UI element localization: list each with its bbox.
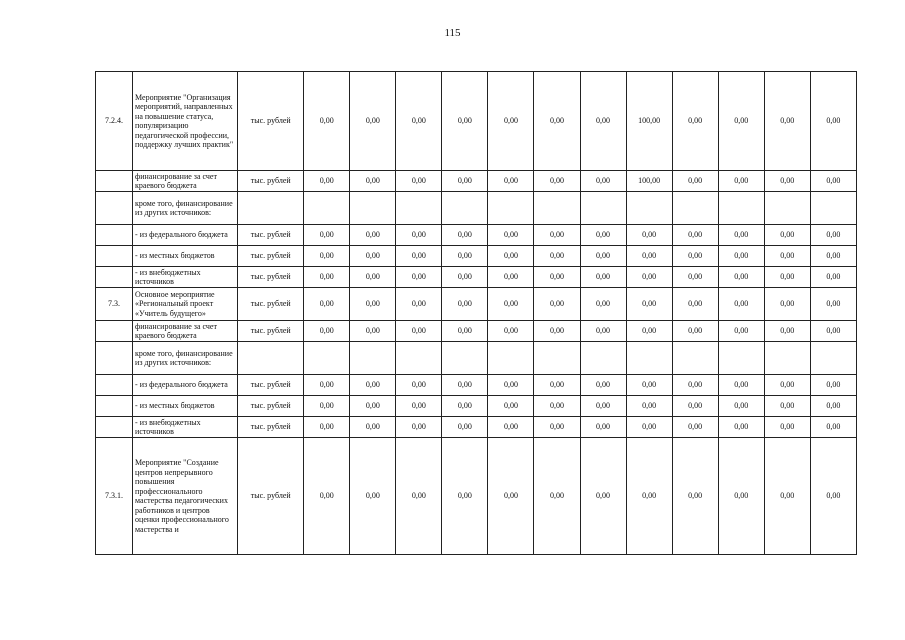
table-row	[96, 225, 857, 246]
row-value-cell: 0,00	[534, 171, 580, 192]
row-value-cell: 0,00	[396, 396, 442, 417]
row-unit-cell: тыс. рублей	[238, 375, 304, 396]
row-code-cell	[96, 225, 133, 246]
row-value-cell: 0,00	[304, 438, 350, 555]
row-value-cell: 0,00	[626, 438, 672, 555]
row-value-cell: 0,00	[672, 321, 718, 342]
row-value-cell	[488, 342, 534, 375]
row-value-cell	[396, 342, 442, 375]
table-row	[96, 438, 857, 555]
row-value-cell: 0,00	[442, 288, 488, 321]
row-value-cell: 0,00	[534, 375, 580, 396]
row-value-cell	[764, 342, 810, 375]
row-code-cell	[96, 192, 133, 225]
row-code-cell	[96, 321, 133, 342]
row-value-cell: 0,00	[764, 417, 810, 438]
row-code-cell: 7.3.1.	[96, 438, 133, 555]
row-value-cell: 0,00	[350, 171, 396, 192]
row-value-cell	[718, 192, 764, 225]
row-value-cell: 0,00	[718, 438, 764, 555]
row-value-cell: 0,00	[718, 171, 764, 192]
row-value-cell: 0,00	[396, 171, 442, 192]
row-unit-cell: тыс. рублей	[238, 225, 304, 246]
row-value-cell: 0,00	[580, 246, 626, 267]
row-value-cell: 0,00	[350, 375, 396, 396]
row-code-cell	[96, 342, 133, 375]
row-name-cell: - из местных бюджетов	[133, 396, 238, 417]
row-name-cell: - из внебюджетных источников	[133, 267, 238, 288]
row-value-cell	[442, 342, 488, 375]
row-value-cell: 0,00	[764, 375, 810, 396]
row-value-cell: 0,00	[810, 288, 856, 321]
row-value-cell: 0,00	[304, 225, 350, 246]
row-value-cell: 0,00	[810, 225, 856, 246]
row-value-cell	[304, 342, 350, 375]
row-value-cell: 0,00	[810, 417, 856, 438]
row-value-cell: 0,00	[764, 225, 810, 246]
row-value-cell: 0,00	[810, 171, 856, 192]
row-value-cell	[672, 192, 718, 225]
row-value-cell: 0,00	[488, 438, 534, 555]
row-value-cell	[672, 342, 718, 375]
row-value-cell: 0,00	[580, 417, 626, 438]
row-value-cell: 0,00	[580, 438, 626, 555]
row-value-cell: 0,00	[442, 171, 488, 192]
row-value-cell: 0,00	[534, 246, 580, 267]
row-value-cell: 0,00	[718, 375, 764, 396]
row-unit-cell: тыс. рублей	[238, 438, 304, 555]
row-value-cell: 0,00	[304, 321, 350, 342]
row-value-cell: 0,00	[350, 396, 396, 417]
row-value-cell: 0,00	[672, 375, 718, 396]
row-value-cell	[626, 342, 672, 375]
row-value-cell	[304, 192, 350, 225]
row-value-cell: 0,00	[626, 396, 672, 417]
row-value-cell: 0,00	[534, 225, 580, 246]
row-value-cell: 0,00	[304, 417, 350, 438]
row-value-cell: 0,00	[672, 171, 718, 192]
row-value-cell: 0,00	[718, 246, 764, 267]
row-value-cell: 0,00	[396, 288, 442, 321]
row-value-cell: 0,00	[764, 288, 810, 321]
row-value-cell: 0,00	[672, 396, 718, 417]
row-value-cell: 0,00	[810, 375, 856, 396]
row-code-cell	[96, 417, 133, 438]
row-value-cell: 0,00	[350, 288, 396, 321]
row-value-cell: 0,00	[534, 417, 580, 438]
row-value-cell: 0,00	[810, 267, 856, 288]
row-value-cell	[350, 192, 396, 225]
page-number: 115	[444, 27, 461, 39]
row-value-cell: 0,00	[442, 375, 488, 396]
row-value-cell: 0,00	[350, 321, 396, 342]
row-value-cell: 0,00	[534, 267, 580, 288]
row-value-cell: 0,00	[764, 171, 810, 192]
row-name-cell: - из внебюджетных источников	[133, 417, 238, 438]
row-value-cell: 0,00	[396, 225, 442, 246]
row-value-cell: 0,00	[534, 288, 580, 321]
row-value-cell: 0,00	[718, 225, 764, 246]
row-name-cell: кроме того, финансирование из других источников:	[133, 192, 238, 225]
row-value-cell: 0,00	[810, 321, 856, 342]
row-unit-cell: тыс. рублей	[238, 72, 304, 171]
row-value-cell	[396, 192, 442, 225]
table-row	[96, 171, 857, 192]
row-value-cell: 0,00	[488, 375, 534, 396]
row-value-cell: 0,00	[810, 246, 856, 267]
row-value-cell: 0,00	[718, 321, 764, 342]
row-value-cell: 0,00	[304, 246, 350, 267]
table-row	[96, 375, 857, 396]
row-value-cell	[534, 192, 580, 225]
row-value-cell: 0,00	[488, 171, 534, 192]
row-value-cell: 0,00	[488, 288, 534, 321]
table-body	[96, 72, 857, 555]
row-value-cell: 0,00	[534, 438, 580, 555]
row-value-cell: 0,00	[626, 288, 672, 321]
row-unit-cell: тыс. рублей	[238, 267, 304, 288]
row-value-cell	[580, 192, 626, 225]
row-value-cell: 0,00	[580, 288, 626, 321]
row-unit-cell	[238, 342, 304, 375]
row-value-cell: 0,00	[626, 246, 672, 267]
row-name-cell: Основное мероприятие «Региональный проект «Учитель будущего»	[133, 288, 238, 321]
row-value-cell: 0,00	[672, 288, 718, 321]
row-value-cell: 0,00	[396, 438, 442, 555]
row-value-cell: 0,00	[350, 72, 396, 171]
row-value-cell: 0,00	[396, 321, 442, 342]
row-unit-cell: тыс. рублей	[238, 246, 304, 267]
row-code-cell	[96, 396, 133, 417]
row-value-cell: 0,00	[488, 321, 534, 342]
row-value-cell: 0,00	[718, 72, 764, 171]
row-value-cell: 0,00	[304, 396, 350, 417]
table-row	[96, 267, 857, 288]
row-value-cell: 0,00	[350, 438, 396, 555]
row-name-cell: - из местных бюджетов	[133, 246, 238, 267]
row-value-cell	[534, 342, 580, 375]
row-value-cell: 0,00	[764, 72, 810, 171]
row-value-cell: 0,00	[764, 321, 810, 342]
row-name-cell: финансирование за счет краевого бюджета	[133, 171, 238, 192]
row-value-cell: 100,00	[626, 72, 672, 171]
row-value-cell: 0,00	[580, 171, 626, 192]
row-value-cell: 0,00	[580, 267, 626, 288]
row-value-cell: 0,00	[580, 321, 626, 342]
row-name-cell: Мероприятие "Создание центров непрерывного повышения профессионального мастерства педагогических работников и центров оценки профессионального мастерства и	[133, 438, 238, 555]
row-value-cell: 0,00	[304, 288, 350, 321]
row-unit-cell: тыс. рублей	[238, 171, 304, 192]
row-value-cell: 0,00	[764, 438, 810, 555]
row-value-cell: 0,00	[626, 375, 672, 396]
row-value-cell: 0,00	[442, 396, 488, 417]
row-value-cell: 0,00	[810, 72, 856, 171]
row-value-cell: 0,00	[718, 288, 764, 321]
row-value-cell: 0,00	[580, 396, 626, 417]
row-value-cell: 0,00	[534, 72, 580, 171]
row-code-cell: 7.3.	[96, 288, 133, 321]
row-value-cell: 0,00	[488, 396, 534, 417]
row-value-cell: 0,00	[304, 375, 350, 396]
row-value-cell: 0,00	[488, 246, 534, 267]
row-name-cell: Мероприятие "Организация мероприятий, направленных на повышение статуса, популяризацию педагогической профессии, поддержку лучших практик"	[133, 72, 238, 171]
row-code-cell	[96, 246, 133, 267]
row-value-cell: 0,00	[764, 396, 810, 417]
row-value-cell: 0,00	[304, 72, 350, 171]
row-unit-cell: тыс. рублей	[238, 417, 304, 438]
row-value-cell: 0,00	[396, 72, 442, 171]
row-value-cell: 0,00	[626, 225, 672, 246]
row-unit-cell: тыс. рублей	[238, 288, 304, 321]
row-value-cell: 0,00	[488, 72, 534, 171]
table-row	[96, 342, 857, 375]
row-value-cell: 0,00	[672, 267, 718, 288]
row-value-cell: 0,00	[442, 417, 488, 438]
row-value-cell: 0,00	[672, 246, 718, 267]
row-value-cell: 0,00	[718, 417, 764, 438]
row-unit-cell: тыс. рублей	[238, 321, 304, 342]
table-row	[96, 321, 857, 342]
row-value-cell	[718, 342, 764, 375]
row-value-cell: 0,00	[350, 225, 396, 246]
row-value-cell: 0,00	[442, 267, 488, 288]
row-value-cell	[626, 192, 672, 225]
row-value-cell: 100,00	[626, 171, 672, 192]
row-value-cell: 0,00	[672, 417, 718, 438]
row-value-cell: 0,00	[442, 438, 488, 555]
row-value-cell: 0,00	[350, 417, 396, 438]
row-code-cell	[96, 267, 133, 288]
row-value-cell: 0,00	[304, 267, 350, 288]
row-code-cell	[96, 171, 133, 192]
row-value-cell: 0,00	[488, 417, 534, 438]
row-name-cell: кроме того, финансирование из других источников:	[133, 342, 238, 375]
row-value-cell: 0,00	[442, 321, 488, 342]
row-value-cell: 0,00	[626, 417, 672, 438]
row-value-cell	[488, 192, 534, 225]
row-value-cell: 0,00	[488, 225, 534, 246]
row-value-cell: 0,00	[810, 438, 856, 555]
row-unit-cell: тыс. рублей	[238, 396, 304, 417]
row-value-cell: 0,00	[534, 321, 580, 342]
row-value-cell	[810, 342, 856, 375]
row-name-cell: - из федерального бюджета	[133, 375, 238, 396]
row-value-cell: 0,00	[488, 267, 534, 288]
row-code-cell: 7.2.4.	[96, 72, 133, 171]
row-value-cell: 0,00	[396, 246, 442, 267]
table-row	[96, 396, 857, 417]
row-value-cell: 0,00	[626, 267, 672, 288]
table-row	[96, 417, 857, 438]
row-value-cell: 0,00	[764, 267, 810, 288]
row-name-cell: - из федерального бюджета	[133, 225, 238, 246]
row-value-cell	[580, 342, 626, 375]
row-unit-cell	[238, 192, 304, 225]
row-value-cell: 0,00	[626, 321, 672, 342]
row-value-cell: 0,00	[672, 225, 718, 246]
row-value-cell	[764, 192, 810, 225]
row-value-cell: 0,00	[672, 72, 718, 171]
row-value-cell: 0,00	[580, 375, 626, 396]
row-value-cell: 0,00	[534, 396, 580, 417]
row-value-cell: 0,00	[580, 72, 626, 171]
row-value-cell: 0,00	[304, 171, 350, 192]
table-row	[96, 288, 857, 321]
table-row	[96, 246, 857, 267]
row-value-cell: 0,00	[396, 267, 442, 288]
row-value-cell: 0,00	[350, 246, 396, 267]
row-value-cell: 0,00	[396, 417, 442, 438]
row-value-cell: 0,00	[580, 225, 626, 246]
table-row	[96, 192, 857, 225]
row-value-cell	[350, 342, 396, 375]
row-value-cell: 0,00	[442, 225, 488, 246]
row-value-cell: 0,00	[442, 246, 488, 267]
table-row	[96, 72, 857, 171]
row-value-cell: 0,00	[442, 72, 488, 171]
row-value-cell: 0,00	[718, 396, 764, 417]
row-value-cell: 0,00	[810, 396, 856, 417]
row-value-cell: 0,00	[764, 246, 810, 267]
row-code-cell	[96, 375, 133, 396]
row-value-cell: 0,00	[672, 438, 718, 555]
row-value-cell: 0,00	[350, 267, 396, 288]
budget-table	[95, 71, 857, 555]
row-name-cell: финансирование за счет краевого бюджета	[133, 321, 238, 342]
row-value-cell	[810, 192, 856, 225]
row-value-cell: 0,00	[396, 375, 442, 396]
row-value-cell	[442, 192, 488, 225]
row-value-cell: 0,00	[718, 267, 764, 288]
